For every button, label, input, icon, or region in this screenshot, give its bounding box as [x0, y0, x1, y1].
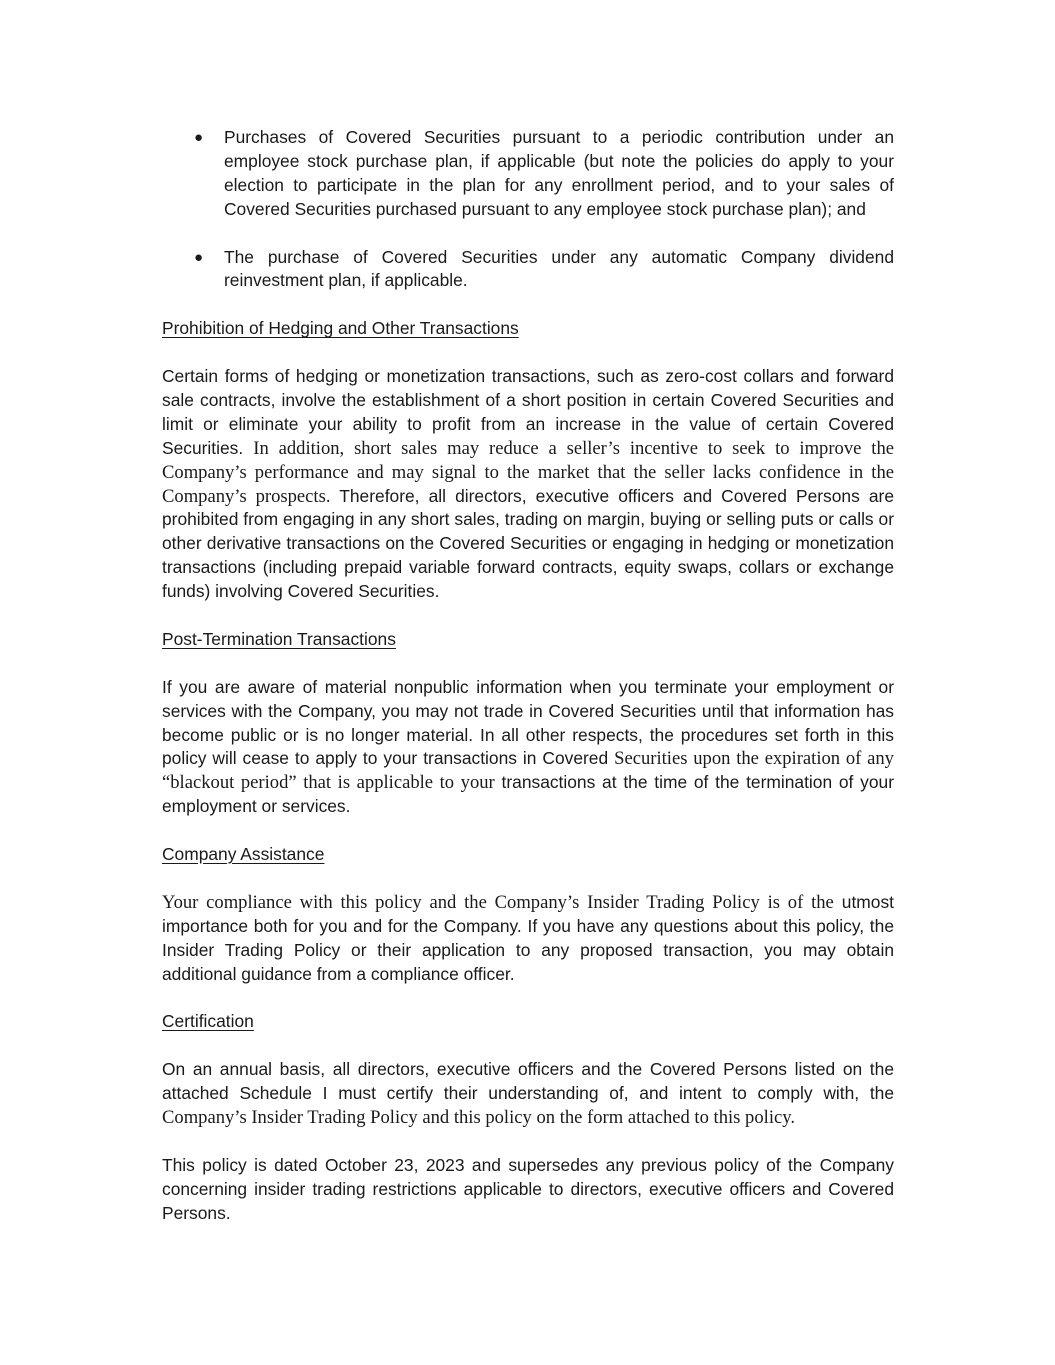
- post-termination-text-1: If you are aware of material nonpublic information when you terminate your employment or services with the Company, you may not trade in Covered Securities until that information has become public or is no longer material. In all other respects, the procedures set forth in this policy will cease to apply to your transactions in Covered: [162, 676, 894, 769]
- dated-paragraph: This policy is dated October 23, 2023 and supersedes any previous policy of the Company concerning insider trading restrictions applicable to directors, executive officers and Covered Persons.: [162, 1154, 894, 1223]
- assistance-heading: Company Assistance: [162, 844, 325, 865]
- list-item-text: Purchases of Covered Securities pursuant to a periodic contribution under an employee stock purchase plan, if applicable (but note the policies do apply to your election to participate in the plan for any enrollment period, and to your sales of Covered Securities purchased pursuant to any employee stock purchase plan); and: [224, 127, 894, 219]
- post-termination-heading: Post-Termination Transactions: [162, 628, 396, 649]
- bullet-icon: ●: [194, 248, 204, 266]
- assistance-text-1: Your compliance with this policy and the Company’s Insider Trading Policy is of the: [162, 891, 834, 913]
- hedging-heading: Prohibition of Hedging and Other Transactions: [162, 318, 519, 339]
- list-item: [162, 246, 894, 294]
- policy-page: [162, 126, 894, 1249]
- hedging-text-2: In addition, short sales may reduce a seller’s incentive to seek to improve the Company’s performance and may signal to the market that the seller lacks confidence in the Company’s prospects.: [162, 437, 894, 507]
- list-item-text: The purchase of Covered Securities under any automatic Company dividend reinvestment plan, if applicable.: [224, 246, 894, 291]
- assistance-text-2: utmost importance both for you and for the Company. If you have any questions about this policy, the Insider Trading Policy or their application to any proposed transaction, you may obtain additional guidance from a compliance officer.: [162, 891, 894, 984]
- post-termination-text-3: transactions at the time of the termination of your employment or services.: [162, 772, 894, 817]
- exemptions-list: [162, 126, 894, 293]
- certification-heading: Certification: [162, 1011, 254, 1032]
- hedging-text-3: Therefore, all directors, executive officers and Covered Persons are prohibited from engaging in any short sales, trading on margin, buying or selling puts or calls or other derivative transactions on the Covered Securities or engaging in hedging or monetization transactions (including prepaid variable forward contracts, equity swaps, collars or exchange funds) involving Covered Securities.: [162, 485, 894, 602]
- assistance-paragraph: [162, 891, 894, 987]
- certification-text-2: Company’s Insider Trading Policy and this policy on the form attached to this policy.: [162, 1107, 795, 1129]
- hedging-text-1: Certain forms of hedging or monetization transactions, such as zero-cost collars and forward sale contracts, involve the establishment of a short position in certain Covered Securities and limit or eliminate your ability to profit from an increase in the value of certain Covered Securities.: [162, 366, 894, 458]
- bullet-icon: ●: [194, 129, 204, 146]
- hedging-paragraph: [162, 365, 894, 604]
- certification-text-1: On an annual basis, all directors, executive officers and the Covered Persons listed on the attached Schedule I must certify their understanding of, and intent to comply with, the: [162, 1059, 894, 1104]
- post-termination-paragraph: [162, 676, 894, 819]
- post-termination-text-2: Securities upon the expiration of any “blackout period” that is applicable to your: [162, 748, 894, 794]
- certification-paragraph: [162, 1058, 894, 1130]
- list-item: [162, 126, 894, 222]
